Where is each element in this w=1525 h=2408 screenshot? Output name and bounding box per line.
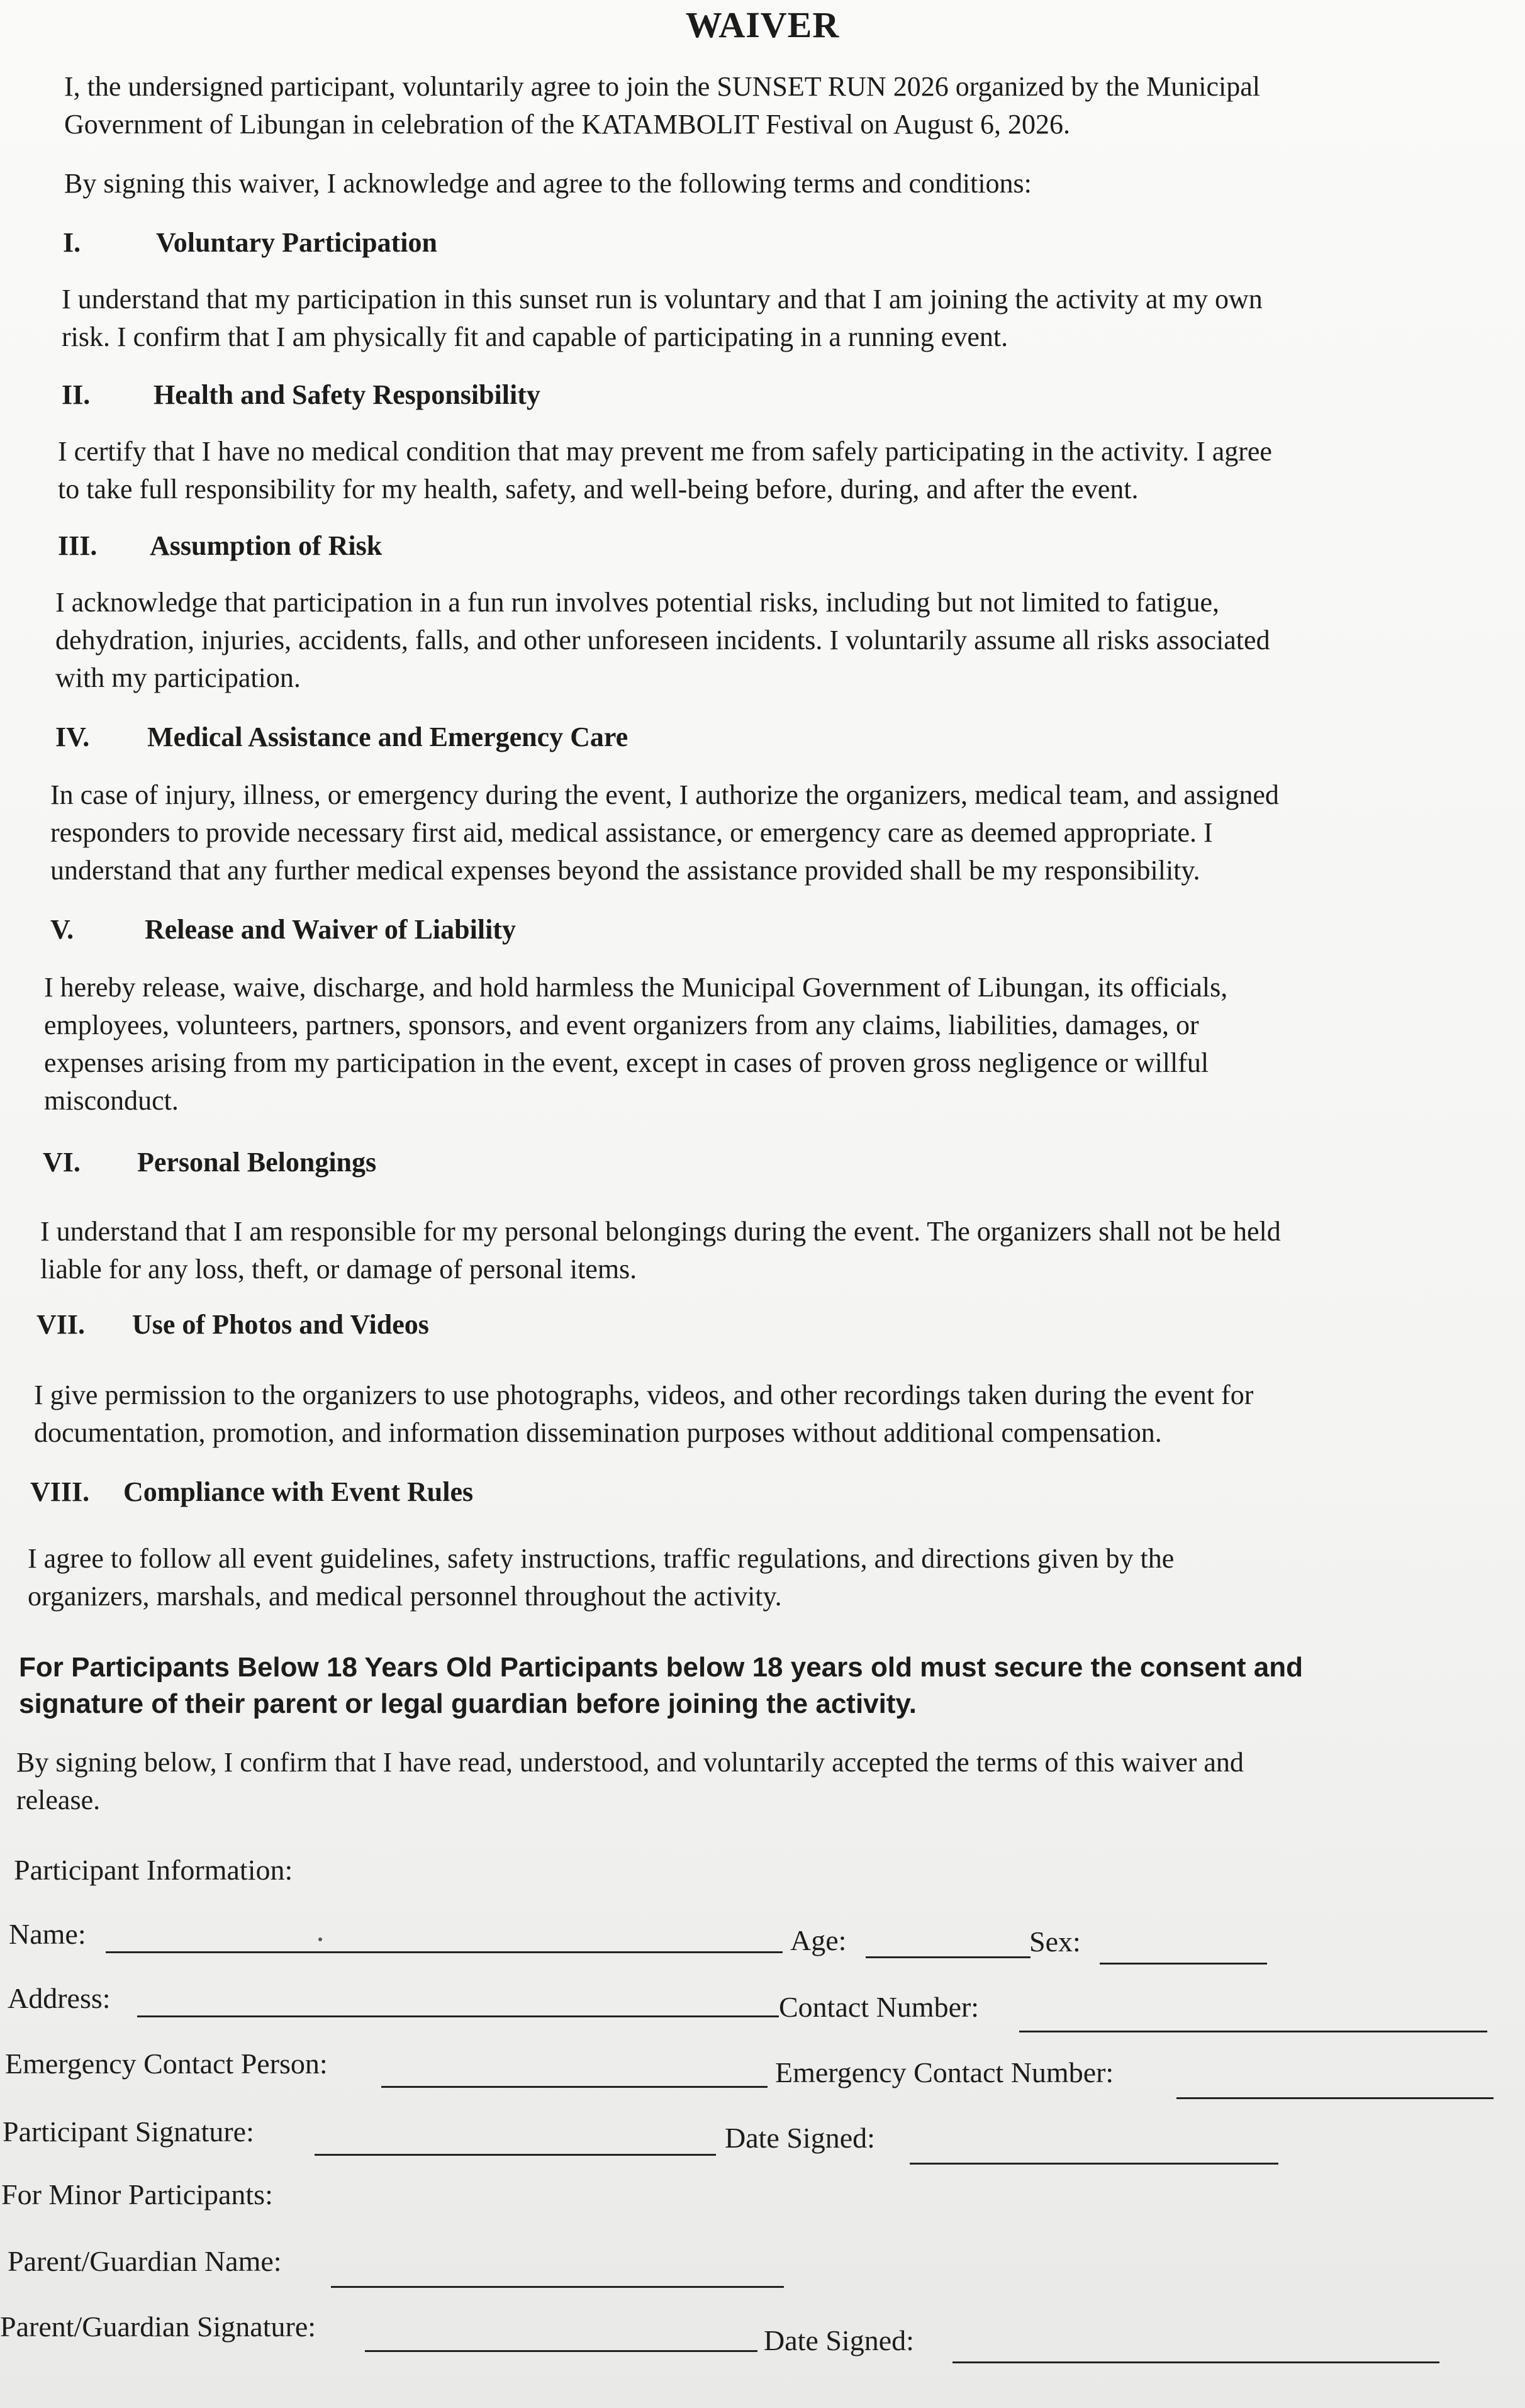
section-body-line: I agree to follow all event guidelines, safety instructions, traffic regulations, and directions given by the (28, 1543, 1175, 1574)
address-label: Address: (8, 1982, 111, 2014)
section-body-line: responders to provide necessary first aid, medical assistance, or emergency care as deemed appropriate. I (50, 817, 1213, 848)
section-body-line: to take full responsibility for my health, safety, and well-being before, during, and after the event. (58, 474, 1139, 504)
section-body-line: I understand that I am responsible for my personal belongings during the event. The organizers shall not be held (40, 1216, 1281, 1247)
contact-number-label: Contact Number: (779, 1991, 980, 2023)
section-body-line: risk. I confirm that I am physically fit and capable of participating in a running event. (62, 321, 1008, 352)
section-body-line: misconduct. (44, 1085, 179, 1116)
section-body (34, 1376, 1253, 1452)
confirmation-paragraph (16, 1744, 1244, 1819)
section-body-line: expenses arising from my participation in the event, except in cases of proven gross negligence or willful (44, 1047, 1209, 1078)
name-label: Name: (9, 1918, 86, 1950)
participant-signature-label: Participant Signature: (3, 2115, 254, 2148)
section-number: III. (58, 530, 98, 561)
section-title: Medical Assistance and Emergency Care (147, 722, 628, 752)
section-body-line: understand that any further medical expenses beyond the assistance provided shall be my responsibility. (50, 855, 1200, 886)
section-title: Personal Belongings (137, 1147, 377, 1178)
section-body (40, 1213, 1281, 1288)
section-body-line: I understand that my participation in this sunset run is voluntary and that I am joining the activity at my own (62, 284, 1263, 315)
emergency-contact-person-field[interactable] (381, 2086, 768, 2088)
participant-info-label: Participant Information: (14, 1854, 293, 1886)
section-number: I. (63, 227, 81, 258)
section-number: VII. (36, 1309, 86, 1340)
sex-label: Sex: (1029, 1926, 1081, 1958)
minor-notice-line: signature of their parent or legal guardian before joining the activity. (19, 1688, 917, 1719)
emergency-contact-number-label: Emergency Contact Number: (775, 2056, 1114, 2088)
section-body-line: with my participation. (55, 662, 301, 693)
section-number: V. (50, 914, 74, 945)
section-body (62, 281, 1263, 356)
guardian-date-signed-field[interactable] (952, 2361, 1439, 2363)
section-body-line: employees, volunteers, partners, sponsors, and event organizers from any claims, liabilities, damages, or (44, 1010, 1199, 1040)
section-body (28, 1540, 1174, 1615)
emergency-contact-number-field[interactable] (1176, 2097, 1494, 2099)
section-body-line: documentation, promotion, and information dissemination purposes without additional compensation. (34, 1417, 1162, 1448)
guardian-signature-field[interactable] (365, 2350, 757, 2352)
intro-paragraph (64, 68, 1260, 143)
confirmation-line: By signing below, I confirm that I have read, understood, and voluntarily accepted the terms of this waiver and (16, 1747, 1244, 1778)
section-number: VIII. (30, 1476, 90, 1507)
section-body-line: I acknowledge that participation in a fun run involves potential risks, including but not limited to fatigue, (55, 587, 1220, 618)
intro-line: Government of Libungan in celebration of the KATAMBOLIT Festival on August 6, 2026. (64, 109, 1070, 140)
name-field[interactable] (106, 1951, 783, 1953)
participant-signature-field[interactable] (315, 2154, 716, 2156)
section-body-line: dehydration, injuries, accidents, falls, and other unforeseen incidents. I voluntarily assume all risks associated (55, 625, 1270, 655)
section-title: Voluntary Participation (156, 227, 437, 258)
sex-field[interactable] (1100, 1963, 1267, 1965)
section-title: Use of Photos and Videos (132, 1309, 429, 1340)
section-title: Health and Safety Responsibility (154, 379, 540, 410)
minor-participants-label: For Minor Participants: (1, 2178, 273, 2210)
section-body-line: I certify that I have no medical condition that may prevent me from safely participating in the activity. I agree (58, 436, 1272, 467)
confirmation-line: release. (16, 1785, 101, 1815)
minor-notice (19, 1649, 1303, 1722)
contact-number-field[interactable] (1019, 2031, 1487, 2032)
section-body (55, 584, 1270, 697)
guardian-date-signed-label: Date Signed: (764, 2324, 914, 2356)
age-label: Age: (790, 1924, 847, 1956)
intro-terms-line: By signing this waiver, I acknowledge and agree to the following terms and conditions: (64, 168, 1032, 199)
section-body-line: I give permission to the organizers to use photographs, videos, and other recordings taken during the event for (34, 1380, 1254, 1410)
section-title: Release and Waiver of Liability (145, 914, 516, 945)
section-number: VI. (43, 1147, 81, 1178)
section-body (44, 969, 1227, 1120)
section-body-line: liable for any loss, theft, or damage of personal items. (40, 1254, 637, 1285)
ink-speck (318, 1937, 322, 1941)
section-title: Compliance with Event Rules (123, 1476, 474, 1507)
guardian-name-field[interactable] (331, 2286, 784, 2288)
section-body-line: In case of injury, illness, or emergency during the event, I authorize the organizers, medical team, and assigned (50, 779, 1279, 810)
section-body-line: organizers, marshals, and medical personnel throughout the activity. (28, 1581, 782, 1612)
section-body (50, 776, 1279, 889)
document-title: WAIVER (685, 4, 840, 45)
intro-line: I, the undersigned participant, voluntarily agree to join the SUNSET RUN 2026 organized by the Municipal (64, 71, 1260, 102)
guardian-name-label: Parent/Guardian Name: (8, 2245, 282, 2277)
minor-notice-line: For Participants Below 18 Years Old Participants below 18 years old must secure the consent and (19, 1652, 1303, 1683)
address-field[interactable] (137, 2015, 779, 2017)
section-number: IV. (55, 722, 90, 752)
date-signed-label: Date Signed: (725, 2122, 875, 2154)
age-field[interactable] (866, 1956, 1031, 1958)
guardian-signature-label: Parent/Guardian Signature: (0, 2310, 316, 2343)
section-title: Assumption of Risk (150, 530, 383, 561)
section-number: II. (62, 379, 91, 410)
date-signed-field[interactable] (910, 2163, 1278, 2165)
emergency-contact-person-label: Emergency Contact Person: (5, 2048, 328, 2080)
section-body-line: I hereby release, waive, discharge, and hold harmless the Municipal Government of Libungan, its officials, (44, 972, 1228, 1003)
section-body (58, 433, 1272, 508)
